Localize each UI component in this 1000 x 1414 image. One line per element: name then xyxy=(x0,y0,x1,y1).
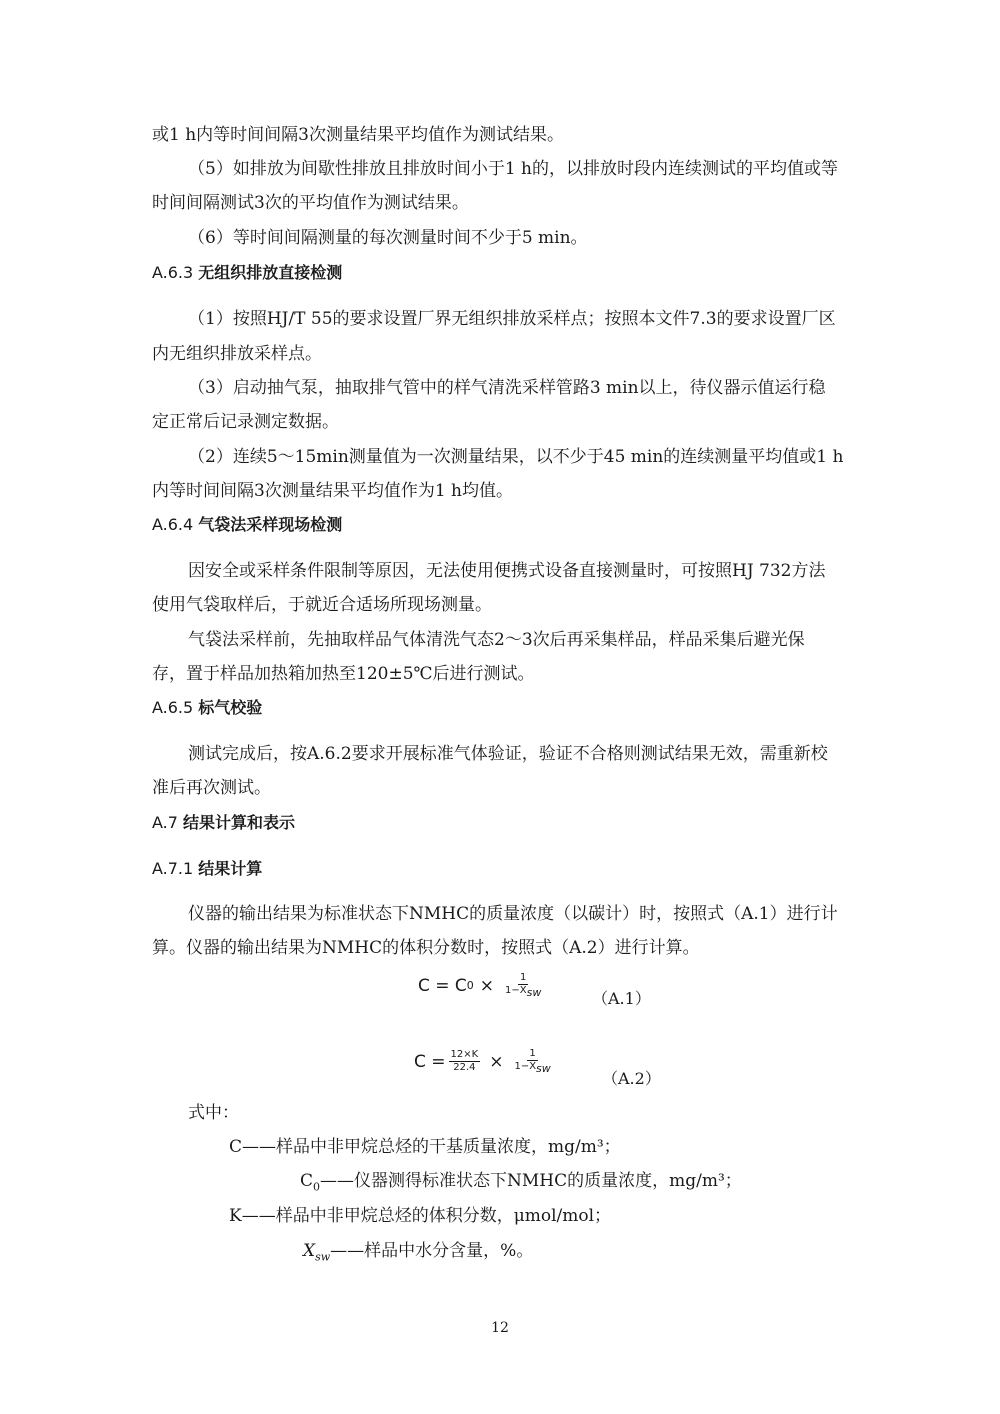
multiply-operator: × xyxy=(479,975,495,996)
section-title: 无组织排放直接检测 xyxy=(198,263,343,282)
section-number: A.6.3 xyxy=(152,263,194,282)
variable-description: ——样品中水分含量，%。 xyxy=(330,1241,534,1261)
fraction-denominator: $1-X_{sw}$ xyxy=(514,1061,551,1075)
text-line: 测试完成后，按A.6.2要求开展标准气体验证，验证不合格则测试结果无效，需重新校 xyxy=(188,744,828,764)
text-line: 气袋法采样前，先抽取样品气体清洗气态2～3次后再采集样品，样品采集后避光保 xyxy=(188,630,805,650)
fraction-numerator: 1 xyxy=(529,1048,536,1059)
text-line: 使用气袋取样后，于就近合适场所现场测量。 xyxy=(152,595,492,615)
variable-definition: C——样品中非甲烷总烃的干基质量浓度，mg/m³； xyxy=(229,1137,621,1157)
section-number: A.6.4 xyxy=(152,515,194,534)
fraction-numerator: 1 xyxy=(520,972,527,983)
formula-lhs: C = xyxy=(414,1051,446,1072)
text-line: （1）按照HJ/T 55的要求设置厂界无组织排放采样点；按照本文件7.3的要求设置厂区 xyxy=(188,309,836,329)
fraction-denominator: $1-X_{sw}$ xyxy=(505,985,542,999)
fraction xyxy=(449,1049,481,1074)
section-heading xyxy=(152,514,342,536)
text-line: 因安全或采样条件限制等原因，无法使用便携式设备直接测量时，可按照HJ 732方法 xyxy=(188,561,826,581)
text-line: 内无组织排放采样点。 xyxy=(152,344,322,364)
formula-lhs: C = C xyxy=(418,975,467,996)
section-heading xyxy=(152,697,262,719)
fraction xyxy=(503,972,543,999)
text-line: 内等时间间隔3次测量结果平均值作为1 h均值。 xyxy=(152,481,513,501)
text-line: 仪器的输出结果为标准状态下NMHC的质量浓度（以碳计）时，按照式（A.1）进行计 xyxy=(188,904,838,924)
equation-number: （A.2） xyxy=(602,1069,661,1088)
fraction-denominator: 22.4 xyxy=(453,1062,476,1073)
text-line: （2）连续5～15min测量值为一次测量结果，以不少于45 min的连续测量平均值或1 h xyxy=(188,447,844,467)
section-title: 气袋法采样现场检测 xyxy=(198,515,343,534)
text-line: （3）启动抽气泵，抽取排气管中的样气清洗采样管路3 min以上，待仪器示值运行稳 xyxy=(188,378,826,398)
multiply-operator: × xyxy=(489,1051,504,1072)
variable-description: ——仪器测得标准状态下NMHC的质量浓度，mg/m³； xyxy=(320,1171,742,1191)
text-line: 或1 h内等时间间隔3次测量结果平均值作为测试结果。 xyxy=(152,125,564,145)
section-number: A.7.1 xyxy=(152,859,194,878)
section-number: A.7 xyxy=(152,813,178,832)
equation-number: （A.1） xyxy=(592,989,651,1008)
text-line: 准后再次测试。 xyxy=(152,778,271,798)
where-intro: 式中： xyxy=(188,1103,239,1123)
section-heading xyxy=(152,812,295,834)
fraction xyxy=(512,1048,552,1075)
variable-definition: $X_{sw}——$样品中水分含量，%。 xyxy=(303,1241,534,1264)
formula-a1 xyxy=(418,972,546,999)
section-title: 结果计算和表示 xyxy=(183,813,296,832)
text-line: 算。仪器的输出结果为NMHC的体积分数时，按照式（A.2）进行计算。 xyxy=(152,938,700,958)
fraction-numerator: 12×K xyxy=(450,1049,479,1060)
page-number: 12 xyxy=(491,1320,509,1336)
section-title: 结果计算 xyxy=(198,859,263,878)
text-line: 时间间隔测试3次的平均值作为测试结果。 xyxy=(152,193,469,213)
text-line: （6）等时间间隔测量的每次测量时间不少于5 min。 xyxy=(188,228,588,248)
text-line: 存，置于样品加热箱加热至120±5℃后进行测试。 xyxy=(152,664,535,684)
formula-a2 xyxy=(414,1048,556,1075)
text-line: 定正常后记录测定数据。 xyxy=(152,412,339,432)
section-title: 标气校验 xyxy=(198,698,263,717)
text-line: （5）如排放为间歇性排放且排放时间小于1 h的，以排放时段内连续测试的平均值或等 xyxy=(188,159,838,179)
variable-symbol: C xyxy=(300,1171,314,1191)
section-heading xyxy=(152,262,342,284)
variable-definition: $C_0——$仪器测得标准状态下NMHC的质量浓度，mg/m³； xyxy=(300,1171,742,1194)
section-heading xyxy=(152,858,262,880)
formula-lhs-subscript: 0 xyxy=(466,979,474,992)
variable-definition: K——样品中非甲烷总烃的体积分数，μmol/mol； xyxy=(229,1206,612,1226)
variable-symbol: X xyxy=(303,1241,316,1261)
section-number: A.6.5 xyxy=(152,698,194,717)
